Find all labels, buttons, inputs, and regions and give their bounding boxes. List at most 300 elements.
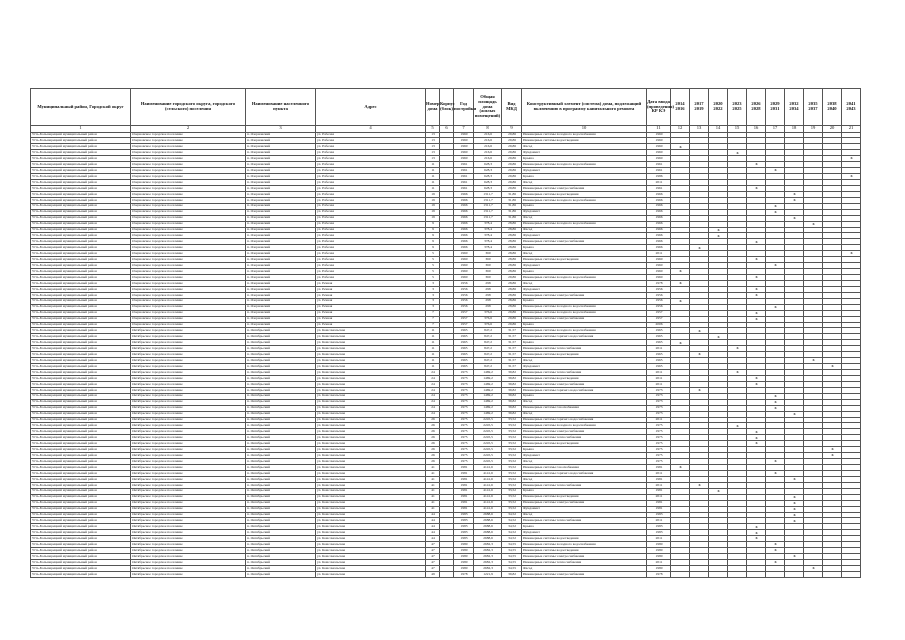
header-cell: Корпус (блок) — [440, 89, 454, 126]
table-cell-c11: 2011 — [647, 494, 671, 500]
table-cell-c1: Усть-Большерецкий муниципальный район — [31, 411, 131, 417]
table-cell-c4: ул. Комсомольская — [316, 417, 426, 423]
period-mark: X — [774, 459, 777, 464]
header-cell: 2035 2037 — [804, 89, 823, 126]
period-mark: X — [755, 287, 758, 292]
period-mark: X — [793, 198, 796, 203]
table-cell-c1: Усть-Большерецкий муниципальный район — [31, 269, 131, 275]
table-cell-c2: Озерновское городское поселение — [131, 257, 246, 263]
table-cell-c2: Октябрьское городское поселение — [131, 482, 246, 488]
table-cell-c8: 216,6 — [474, 144, 502, 150]
table-cell-c4: ул. Комсомольская — [316, 328, 426, 334]
table-cell-c11: 1973 — [647, 405, 671, 411]
table-cell-c10: Фундамент — [522, 263, 647, 269]
table-cell-c11: 1960 — [647, 263, 671, 269]
table-cell-c5: 47 — [426, 548, 440, 554]
table-cell-c9: 33,52 — [502, 423, 522, 429]
table-cell-c2: Озерновское городское поселение — [131, 180, 246, 186]
table-cell-c5: 41 — [426, 465, 440, 471]
table-cell-c8: 360 — [474, 269, 502, 275]
period-mark: X — [774, 263, 777, 268]
table-cell-c2: Озерновское городское поселение — [131, 245, 246, 251]
table-cell-c4: ул. Комсомольская — [316, 364, 426, 370]
table-cell-c10: Инженерные системы горячего водоснабжения — [522, 387, 647, 393]
table-cell-c11: 2011 — [647, 370, 671, 376]
table-cell-c1: Усть-Большерецкий муниципальный район — [31, 459, 131, 465]
header-row — [31, 89, 861, 126]
table-cell-c10: Крыша — [522, 488, 647, 494]
column-number: 15 — [728, 126, 747, 133]
table-cell-c5: 11 — [426, 174, 440, 180]
table-cell-c8: 628,3 — [474, 174, 502, 180]
table-cell-c2: Озерновское городское поселение — [131, 292, 246, 298]
table-cell-c3: п. Озерновский — [246, 245, 316, 251]
table-cell-c4: ул. Рабочая — [316, 263, 426, 269]
table-cell-c1: Усть-Большерецкий муниципальный район — [31, 239, 131, 245]
table-cell-c2: Октябрьское городское поселение — [131, 470, 246, 476]
table-cell-c4: ул. Речная — [316, 280, 426, 286]
table-cell-c2: Озерновское городское поселение — [131, 227, 246, 233]
header-cell: Наименование населенного пункта — [246, 89, 316, 126]
period-mark: X — [831, 364, 834, 369]
table-cell-c7: 1981 — [454, 506, 474, 512]
table-cell-c3: п. Октябрьский — [246, 494, 316, 500]
period-mark: X — [679, 281, 682, 286]
column-number: 2 — [131, 126, 246, 133]
table-cell-c9: 29,86 — [502, 275, 522, 281]
table-cell-c5: 24 — [426, 370, 440, 376]
table-cell-c11: 1966 — [647, 227, 671, 233]
table-cell-c8: 2245,5 — [474, 441, 502, 447]
table-cell-c5: 13 — [426, 156, 440, 162]
table-cell-c10: Инженерные системы теплоснабжения — [522, 435, 647, 441]
period-mark: X — [717, 233, 720, 238]
table-cell-c4: ул. Рабочая — [316, 215, 426, 221]
table-cell-c8: 628,3 — [474, 168, 502, 174]
table-cell-c5: 13 — [426, 150, 440, 156]
table-cell-c2: Озерновское городское поселение — [131, 174, 246, 180]
table-cell-c1: Усть-Большерецкий муниципальный район — [31, 500, 131, 506]
table-cell-c8: 298 — [474, 298, 502, 304]
table-cell-c1: Усть-Большерецкий муниципальный район — [31, 352, 131, 358]
table-cell-c9: 28,86 — [502, 263, 522, 269]
table-cell-c7: 1978 — [454, 571, 474, 577]
table-cell-c4: ул. Рабочая — [316, 191, 426, 197]
table-cell-c2: Октябрьское городское поселение — [131, 352, 246, 358]
period-mark: X — [774, 168, 777, 173]
table-cell-c8: 216,6 — [474, 138, 502, 144]
table-cell-c10: Крыша — [522, 393, 647, 399]
table-cell-c2: Октябрьское городское поселение — [131, 381, 246, 387]
table-cell-c11: 1986 — [647, 174, 671, 180]
table-cell-c2: Озерновское городское поселение — [131, 316, 246, 322]
table-cell-c4: ул. Комсомольская — [316, 459, 426, 465]
table-cell-c9: 31,86 — [502, 215, 522, 221]
table-cell-c11: 1966 — [647, 209, 671, 215]
table-cell-c3: п. Октябрьский — [246, 500, 316, 506]
table-cell-c7: 1966 — [454, 215, 474, 221]
table-cell-c4: ул. Комсомольская — [316, 560, 426, 566]
table-cell-c2: Октябрьское городское поселение — [131, 560, 246, 566]
table-cell-c10: Инженерные системы теплоснабжения — [522, 560, 647, 566]
table-cell-c3: п. Озерновский — [246, 280, 316, 286]
table-cell-c2: Октябрьское городское поселение — [131, 340, 246, 346]
period-mark: X — [774, 560, 777, 565]
table-cell-c10: Фасад — [522, 144, 647, 150]
table-cell-c3: п. Октябрьский — [246, 554, 316, 560]
table-cell-c7: 1961 — [454, 168, 474, 174]
table-cell-c4: ул. Рабочая — [316, 150, 426, 156]
table-cell-c5: 7 — [426, 310, 440, 316]
table-cell-c11: 1973 — [647, 411, 671, 417]
header-cell: 2038 2040 — [823, 89, 842, 126]
table-cell-c7: 1981 — [454, 500, 474, 506]
table-cell-c10: Инженерные системы водоотведения — [522, 441, 647, 447]
table-cell-c4: ул. Комсомольская — [316, 465, 426, 471]
table-cell-c2: Озерновское городское поселение — [131, 191, 246, 197]
table-cell-c7: 1966 — [454, 209, 474, 215]
table-cell-c2: Озерновское городское поселение — [131, 150, 246, 156]
table-cell-c8: 1469,2 — [474, 405, 502, 411]
table-cell-c5: 9 — [426, 239, 440, 245]
table-cell-c8: 216,6 — [474, 132, 502, 138]
table-cell-c3: п. Озерновский — [246, 215, 316, 221]
table-cell-c10: Фасад — [522, 180, 647, 186]
table-cell-c5: 26 — [426, 423, 440, 429]
column-number: 8 — [474, 126, 502, 133]
table-cell-c11: 1966 — [647, 215, 671, 221]
table-cell-c1: Усть-Большерецкий муниципальный район — [31, 494, 131, 500]
table-cell-c3: п. Озерновский — [246, 257, 316, 263]
table-cell-c8: 847,2 — [474, 346, 502, 352]
table-cell-c1: Усть-Большерецкий муниципальный район — [31, 542, 131, 548]
period-mark: X — [755, 310, 758, 315]
table-cell-c11: 2011 — [647, 470, 671, 476]
period-cell — [842, 571, 861, 577]
period-mark: X — [774, 399, 777, 404]
table-cell-c8: 2245,5 — [474, 447, 502, 453]
table-cell-c2: Озерновское городское поселение — [131, 144, 246, 150]
period-mark: X — [698, 483, 701, 488]
table-cell-c3: п. Озерновский — [246, 227, 316, 233]
table-cell-c11: 1966 — [647, 233, 671, 239]
period-mark: X — [679, 298, 682, 303]
table-cell-c1: Усть-Большерецкий муниципальный район — [31, 470, 131, 476]
table-cell-c9: 34,55 — [502, 560, 522, 566]
table-cell-c11: 2011 — [647, 180, 671, 186]
table-cell-c2: Озерновское городское поселение — [131, 209, 246, 215]
table-cell-c7: 1966 — [454, 233, 474, 239]
table-cell-c9: 33,52 — [502, 459, 522, 465]
table-cell-c8: 2688,6 — [474, 518, 502, 524]
table-cell-c7: 1960 — [454, 138, 474, 144]
period-mark: X — [774, 393, 777, 398]
table-cell-c4: ул. Комсомольская — [316, 494, 426, 500]
table-cell-c5: 11 — [426, 346, 440, 352]
table-cell-c11: 1960 — [647, 269, 671, 275]
header-cell: 2029 2031 — [766, 89, 785, 126]
table-cell-c1: Усть-Большерецкий муниципальный район — [31, 530, 131, 536]
table-cell-c8: 628,3 — [474, 180, 502, 186]
table-cell-c4: ул. Комсомольская — [316, 346, 426, 352]
table-cell-c1: Усть-Большерецкий муниципальный район — [31, 387, 131, 393]
table-cell-c2: Октябрьское городское поселение — [131, 548, 246, 554]
table-cell-c11: 1960 — [647, 150, 671, 156]
table-cell-c5: 41 — [426, 482, 440, 488]
table-cell-c10: Фасад — [522, 411, 647, 417]
table-cell-c10: Инженерные системы теплоснабжения — [522, 518, 647, 524]
table-cell-c4: ул. Комсомольская — [316, 476, 426, 482]
table-cell-c4: ул. Рабочая — [316, 221, 426, 227]
table-cell-c9: 34,55 — [502, 542, 522, 548]
period-cell — [785, 571, 804, 577]
table-body — [31, 132, 861, 577]
table-cell-c8: 628,3 — [474, 162, 502, 168]
table-cell-c3: п. Озерновский — [246, 263, 316, 269]
table-cell-c11: 1980 — [647, 554, 671, 560]
table-cell-c8: 298 — [474, 304, 502, 310]
table-cell-c4: ул. Речная — [316, 298, 426, 304]
table-cell-c5: 26 — [426, 429, 440, 435]
table-cell-c7: 1973 — [454, 381, 474, 387]
table-cell-c5: 3 — [426, 286, 440, 292]
table-cell-c7: 1975 — [454, 453, 474, 459]
table-cell-c3: п. Октябрьский — [246, 340, 316, 346]
table-cell-c5: 5 — [426, 257, 440, 263]
table-cell-c10: Фундамент — [522, 530, 647, 536]
table-cell-c3: п. Озерновский — [246, 132, 316, 138]
table-cell-c11: 1981 — [647, 476, 671, 482]
period-mark: X — [812, 221, 815, 226]
header-cell: 2017 2019 — [690, 89, 709, 126]
table-cell-c1: Усть-Большерецкий муниципальный район — [31, 304, 131, 310]
table-cell-c8: 360 — [474, 257, 502, 263]
table-cell-c1: Усть-Большерецкий муниципальный район — [31, 565, 131, 571]
table-cell-c9: 31,86 — [502, 191, 522, 197]
table-cell-c4: ул. Рабочая — [316, 275, 426, 281]
table-cell-c5: 24 — [426, 393, 440, 399]
table-cell-c4: ул. Комсомольская — [316, 423, 426, 429]
table-cell-c8: 4141,6 — [474, 465, 502, 471]
period-mark: X — [717, 334, 720, 339]
table-cell-c10: Инженерные системы электроснабжения — [522, 571, 647, 577]
table-cell-c3: п. Октябрьский — [246, 370, 316, 376]
table-cell-c10: Инженерные системы газоснабжения — [522, 465, 647, 471]
table-cell-c4: ул. Комсомольская — [316, 530, 426, 536]
table-cell-c9: 39,82 — [502, 375, 522, 381]
table-cell-c5: 9 — [426, 227, 440, 233]
table-cell-c3: п. Октябрьский — [246, 548, 316, 554]
table-cell-c9: 29,86 — [502, 162, 522, 168]
table-cell-c7: 1956 — [454, 286, 474, 292]
table-cell-c2: Озерновское городское поселение — [131, 233, 246, 239]
period-mark: X — [793, 192, 796, 197]
table-cell-c9: 31,86 — [502, 209, 522, 215]
table-cell-c10: Инженерные системы электроснабжения — [522, 316, 647, 322]
period-mark: X — [736, 370, 739, 375]
period-cell — [823, 571, 842, 577]
table-cell-c3: п. Октябрьский — [246, 512, 316, 518]
header-cell: Муниципальный район, Городской округ — [31, 89, 131, 126]
table-cell-c7: 1956 — [454, 304, 474, 310]
table-cell-c9: 33,52 — [502, 441, 522, 447]
table-cell-c1: Усть-Большерецкий муниципальный район — [31, 245, 131, 251]
table-cell-c1: Усть-Большерецкий муниципальный район — [31, 482, 131, 488]
table-cell-c7: 1965 — [454, 340, 474, 346]
table-cell-c5: 5 — [426, 269, 440, 275]
period-mark: X — [755, 316, 758, 321]
table-cell-c5: 47 — [426, 565, 440, 571]
period-cell — [671, 571, 690, 577]
period-mark: X — [679, 144, 682, 149]
table-cell-c9: 29,86 — [502, 180, 522, 186]
table-cell-c9: 34,52 — [502, 512, 522, 518]
table-cell-c7: 1981 — [454, 488, 474, 494]
table-cell-c7: 1980 — [454, 542, 474, 548]
table-cell-c2: Октябрьское городское поселение — [131, 375, 246, 381]
table-cell-c4: ул. Комсомольская — [316, 352, 426, 358]
table-cell-c8: 847,2 — [474, 334, 502, 340]
table-cell-c10: Фасад — [522, 280, 647, 286]
table-cell-c5: 24 — [426, 381, 440, 387]
table-cell-c9: 28,86 — [502, 245, 522, 251]
table-cell-c5: 47 — [426, 560, 440, 566]
table-cell-c10: Инженерные системы холодного водоснабжения — [522, 310, 647, 316]
table-cell-c9: 39,82 — [502, 370, 522, 376]
period-mark: X — [755, 530, 758, 535]
table-cell-c11: 1966 — [647, 197, 671, 203]
table-cell-c7: 1975 — [454, 423, 474, 429]
table-cell-c1: Усть-Большерецкий муниципальный район — [31, 257, 131, 263]
table-cell-c5: 19 — [426, 191, 440, 197]
table-cell-c10: Фундамент — [522, 364, 647, 370]
table-cell-c2: Октябрьское городское поселение — [131, 423, 246, 429]
table-cell-c8: 847,2 — [474, 358, 502, 364]
table-cell-c2: Октябрьское городское поселение — [131, 512, 246, 518]
table-cell-c10: Инженерные системы электроснабжения — [522, 292, 647, 298]
table-cell-c8: 4141,6 — [474, 506, 502, 512]
table-cell-c4: ул. Комсомольская — [316, 500, 426, 506]
table-cell-c7: 1956 — [454, 292, 474, 298]
table-cell-c11: 1978 — [647, 571, 671, 577]
table-cell-c1: Усть-Большерецкий муниципальный район — [31, 536, 131, 542]
table-cell-c4: ул. Комсомольская — [316, 375, 426, 381]
table-cell-c9: 29,86 — [502, 150, 522, 156]
column-number: 10 — [522, 126, 647, 133]
table-cell-c3: п. Озерновский — [246, 138, 316, 144]
table-cell-c1: Усть-Большерецкий муниципальный район — [31, 441, 131, 447]
table-cell-c10: Фасад — [522, 358, 647, 364]
table-cell-c11: 1956 — [647, 286, 671, 292]
column-number: 11 — [647, 126, 671, 133]
period-mark: X — [774, 209, 777, 214]
table-cell-c7: 1973 — [454, 399, 474, 405]
table-cell-c5: 5 — [426, 263, 440, 269]
table-cell-c10: Фасад — [522, 476, 647, 482]
table-cell-c9: 28,86 — [502, 233, 522, 239]
table-cell-c2: Октябрьское городское поселение — [131, 476, 246, 482]
period-cell — [690, 571, 709, 577]
table-cell-c10: Инженерные системы электроснабжения — [522, 429, 647, 435]
table-cell-c8: 2245,5 — [474, 435, 502, 441]
table-cell-c4: ул. Рабочая — [316, 251, 426, 257]
table-cell-c11: 1961 — [647, 185, 671, 191]
table-cell-c3: п. Октябрьский — [246, 405, 316, 411]
table-cell-c1: Усть-Большерецкий муниципальный район — [31, 156, 131, 162]
table-cell-c10: Инженерные системы электроснабжения — [522, 239, 647, 245]
table-cell-c4: ул. Комсомольская — [316, 429, 426, 435]
table-cell-c5: 11 — [426, 358, 440, 364]
table-cell-c5: 9 — [426, 221, 440, 227]
table-cell-c5: 26 — [426, 459, 440, 465]
table-cell-c5: 11 — [426, 364, 440, 370]
table-cell-c9: 39,82 — [502, 393, 522, 399]
table-cell-c4: ул. Рабочая — [316, 257, 426, 263]
header-cell: Наименование городского округа, городского (сельского) поселения — [131, 89, 246, 126]
table-cell-c11: 1960 — [647, 138, 671, 144]
period-mark: X — [793, 494, 796, 499]
table-cell-c5: 44 — [426, 518, 440, 524]
table-cell-c5: 5 — [426, 251, 440, 257]
table-cell-c8: 2682,3 — [474, 560, 502, 566]
table-cell-c2: Октябрьское городское поселение — [131, 393, 246, 399]
table-cell-c7: 1960 — [454, 257, 474, 263]
table-cell-c1: Усть-Большерецкий муниципальный район — [31, 209, 131, 215]
header-cell: Год постройки — [454, 89, 474, 126]
table-cell-c3: п. Октябрьский — [246, 565, 316, 571]
table-cell-c5: 41 — [426, 500, 440, 506]
table-cell-c10: Крыша — [522, 269, 647, 275]
table-cell-c5: 7 — [426, 322, 440, 328]
table-cell-c8: 2682,3 — [474, 565, 502, 571]
table-cell-c10: Фасад — [522, 565, 647, 571]
table-cell-c3: п. Озерновский — [246, 191, 316, 197]
table-cell-c9: 33,52 — [502, 506, 522, 512]
period-mark: X — [812, 358, 815, 363]
table-cell-c1: Усть-Большерецкий муниципальный район — [31, 263, 131, 269]
column-number: 3 — [246, 126, 316, 133]
table-cell-c3: п. Озерновский — [246, 322, 316, 328]
table-cell-c5: 11 — [426, 162, 440, 168]
table-cell-c7: 1965 — [454, 358, 474, 364]
table-cell-c5: 41 — [426, 470, 440, 476]
table-cell-c3: п. Октябрьский — [246, 429, 316, 435]
period-mark: X — [850, 174, 853, 179]
column-number: 5 — [426, 126, 440, 133]
table-cell-c1: Усть-Большерецкий муниципальный район — [31, 328, 131, 334]
header-cell: 2023 2025 — [728, 89, 747, 126]
table-cell-c8: 1469,2 — [474, 411, 502, 417]
table-cell-c8: 2682,3 — [474, 542, 502, 548]
table-cell-c9: 39,82 — [502, 571, 522, 577]
table-cell-c11: 2011 — [647, 375, 671, 381]
table-cell-c10: Крыша — [522, 245, 647, 251]
period-mark: X — [698, 245, 701, 250]
table-cell-c7: 1961 — [454, 174, 474, 180]
period-mark: X — [793, 554, 796, 559]
table-cell-c1: Усть-Большерецкий муниципальный район — [31, 286, 131, 292]
period-cell — [728, 571, 747, 577]
table-cell-c4: ул. Рабочая — [316, 144, 426, 150]
table-cell-c4: ул. Рабочая — [316, 209, 426, 215]
table-cell-c8: 847,2 — [474, 328, 502, 334]
table-cell-c1: Усть-Большерецкий муниципальный район — [31, 227, 131, 233]
table-cell-c8: 1469,2 — [474, 399, 502, 405]
table-cell-c3: п. Озерновский — [246, 233, 316, 239]
header-cell: 2014 2016 — [671, 89, 690, 126]
table-cell-c9: 34,52 — [502, 536, 522, 542]
table-cell-c10: Фундамент — [522, 168, 647, 174]
